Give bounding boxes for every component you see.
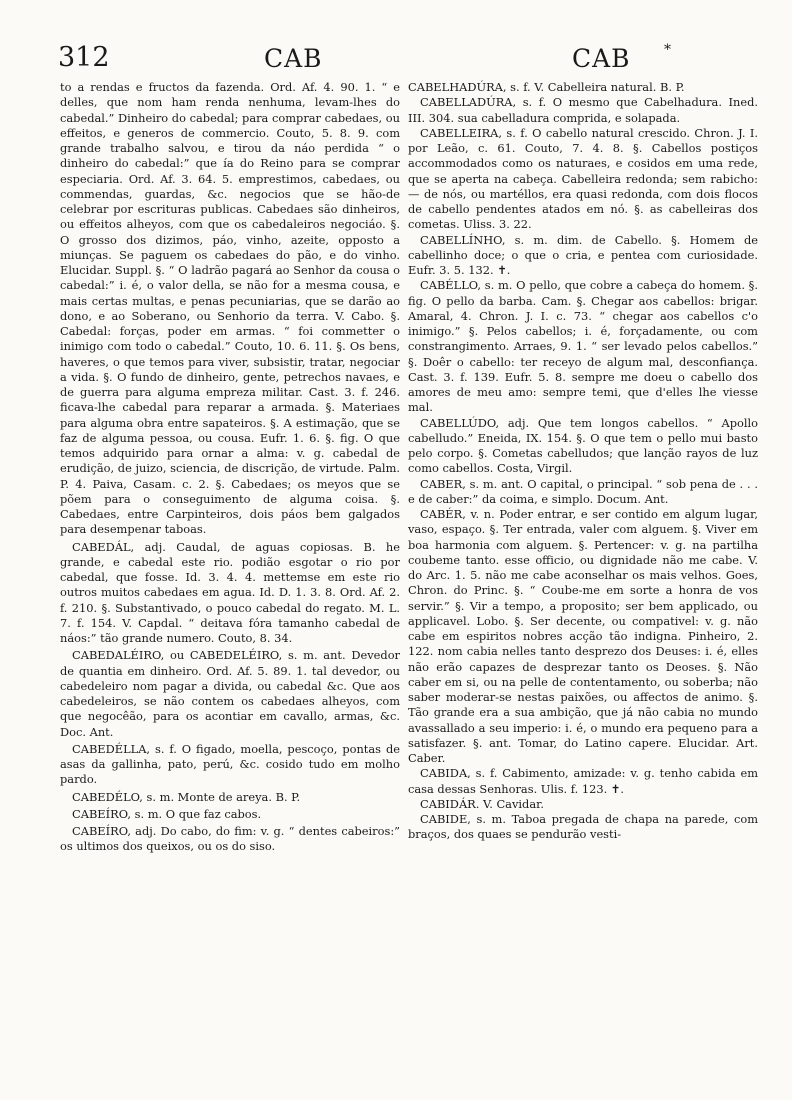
left-column	[60, 80, 400, 855]
entry-cabeiro-adj: CABEÍRO, adj. Do cabo, do fim: v. g. “ dentes cabeiros:” os ultimos dos queixos, ou os do siso.	[60, 824, 400, 854]
entry-caber-verb: CABÉR, v. n. Poder entrar, e ser contido em algum lugar, vaso, espaço. §. Ter entrada, valer com alguem. §. Viver em boa harmonia com alguem. §. Pertencer: v. g. na partilha coubeme tanto. esse officio, ou dignidade não me cabe. V. do Arc. 1. 5. não me cabe aconselhar os mais velhos. Goes, Chron. do Princ. §. “ Coube-me em sorte a honra de vos servir.” §. Vir a tempo, a proposito; ser bem applicado, ou applicavel. Lobo. §. Ser decente, ou compativel: v. g. não cabe em espiritos nobres acção tão indigna. Pinheiro, 2. 122. nom cabia nelles tanto desprezo dos Deuses: i. é, elles não erão capazes de desprezar tanto os Deoses. §. Não caber em si, ou na pelle de contentamento, ou soberba; não saber moderar-se nestas paixões, ou affectos de animo. §. Tão grande era a sua ambição, que já não cabia no mundo avassallado a seu imperio: i. é, o mundo era pequeno para a satisfazer. §. ant. Tomar, do Latino capere. Elucidar. Art. Caber.	[408, 507, 758, 765]
entry-cabellinho: CABELLÍNHO, s. m. dim. de Cabello. §. Homem de cabellinho doce; o que o cria, e pentea com curiosidade. Eufr. 3. 5. 132. ✝.	[408, 232, 758, 277]
header-ornament: *	[664, 42, 671, 58]
entry-cabelladura: CABELLADÚRA, s. f. O mesmo que Cabelhadura. Ined. III. 304. sua cabelladura comprida, e solapada.	[408, 95, 758, 125]
right-running-head: CAB	[572, 44, 631, 73]
entry-cabello: CABÉLLO, s. m. O pello, que cobre a cabeça do homem. §. fig. O pello da barba. Cam. §. Chegar aos cabellos: brigar. Amaral, 4. Chron. J. I. c. 73. “ chegar aos cabellos c'o inimigo.” §. Pelos cabellos; i. é, forçadamente, ou com constrangimento. Arraes, 9. 1. “ ser levado pelos cabellos.” §. Doêr o cabello: ter receyo de algum mal, desconfiança. Cast. 3. f. 139. Eufr. 5. 8. sempre me doeu o cabello dos amores de meu amo: sempre temi, que d'elles lhe viesse mal.	[408, 278, 758, 415]
entry-cabedal-continued: to a rendas e fructos da fazenda. Ord. Af. 4. 90. 1. “ e delles, que nom ham renda nenhuma, levam-lhes do cabedal.” Dinheiro do cabedal; para comprar cabedaes, ou effeitos, e generos de commercio. Couto, 5. 8. 9. com grande trabalho salvou, e tirou da náo perdida “ o dinheiro do cabedal:” que ía do Reino para se comprar especiaria. Ord. Af. 3. 64. 5. emprestimos, cabedaes, ou commendas, guardas, &c. negocios que se hão-de celebrar por escrituras publicas. Cabedaes são dinheiros, ou effeitos alheyos, com que os cabedaleiros negociáo. §. O grosso dos dizimos, páo, vinho, azeite, opposto a miunças. Se paguem os cabedaes do pão, e do vinho. Elucidar. Suppl. §. “ O ladrão pagará ao Senhor da cousa o cabedal:” i. é, o valor della, se não for a mesma cousa, e mais certas multas, e penas pecuniarias, que se darão ao dono, e ao Soberano, ou Senhorio da terra. V. Cabo. §. Cabedal: forças, poder em armas. “ foi commetter o inimigo com todo o cabedal.” Couto, 10. 6. 11. §. Os bens, haveres, o que temos para viver, subsistir, tratar, negociar a vida. §. O fundo de dinheiro, gente, petrechos navaes, e de guerra para alguma empreza militar. Cast. 3. f. 246. ficava-lhe cabedal para reparar a armada. §. Materiaes para alguma obra entre sapateiros. §. A estimação, que se faz de alguma pessoa, ou cousa. Eufr. 1. 6. §. fig. O que temos adquirido para ornar a alma: v. g. cabedal de erudição, de juizo, sciencia, de discrição, de virtude. Palm. P. 4. Paiva, Casam. c. 2. §. Cabedaes; os meyos que se põem para o conseguimento de alguma coisa. §. Cabedaes, entre Carpinteiros, dois páos bem galgados para desempenar taboas.	[60, 80, 400, 537]
entry-caber-noun: CABER, s. m. ant. O capital, o principal. “ sob pena de . . . e de caber:” da coima, e simplo. Docum. Ant.	[408, 476, 758, 506]
left-running-head: CAB	[264, 44, 323, 73]
entry-cabidar: CABIDÁR. V. Cavidar.	[420, 796, 544, 811]
entry-cabelhadura: CABELHADÚRA, s. f. V. Cabelleira natural. B. P.	[408, 80, 685, 94]
entry-cabedella: CABEDÉLLA, s. f. O figado, moella, pescoço, pontas de asas da gallinha, pato, perú, &c. cosido tudo em molho pardo.	[60, 741, 400, 787]
entry-cabelleira: CABELLEIRA, s. f. O cabello natural crescido. Chron. J. I. por Leão, c. 61. Couto, 7. 4. 8. §. Cabellos postiços accommodados como os naturaes, e cosidos em uma rede, que se aperta na cabeça. Cabelleira redonda; sem rabicho: — de nós, ou martéllos, era quasi redonda, com dois flocos de cabello pendentes atados em nó. §. as cabelleiras dos cometas. Uliss. 3. 22.	[408, 125, 758, 232]
right-column	[408, 80, 758, 843]
entry-cabedal-adj: CABEDÁL, adj. Caudal, de aguas copiosas. B. he grande, e cabedal este rio. podião esgotar o rio por cabedal, que fosse. Id. 3. 4. 4. mettemse em este rio outros muitos cabedaes em agua. Id. D. 1. 3. 8. Ord. Af. 2. f. 210. §. Substantivado, o pouco cabedal do regato. M. L. 7. f. 154. V. Capdal. “ deitava fóra tamanho cabedal de náos:” tão grande numero. Couto, 8. 34.	[60, 539, 400, 645]
page-header	[52, 40, 752, 80]
entry-cabeiro-noun: CABEÍRO, s. m. O que faz cabos.	[72, 806, 262, 821]
page-number: 312	[58, 42, 110, 73]
entry-cabide: CABIDE, s. m. Taboa pregada de chapa na parede, com braços, dos quaes se pendurão vesti-	[408, 812, 758, 842]
entry-cabedaleiro: CABEDALÉIRO, ou CABEDELÉIRO, s. m. ant. Devedor de quantia em dinheiro. Ord. Af. 5. 89. 1. tal devedor, ou cabedeleiro nom pagar a divida, ou cabedal &c. Que aos cabedeleiros, se não contem os cabedaes alheyos, com que negocêão, para os acontiar em cavallo, armas, &c. Doc. Ant.	[60, 648, 400, 739]
entry-cabedelo: CABEDÉLO, s. m. Monte de areya. B. P.	[72, 789, 301, 804]
entry-cabida: CABIDA, s. f. Cabimento, amizade: v. g. tenho cabida em casa dessas Senhoras. Ulis. f. 123. ✝.	[408, 766, 758, 796]
entry-cabelludo: CABELLÚDO, adj. Que tem longos cabellos. “ Apollo cabelludo.” Eneida, IX. 154. §. O que tem o pello mui basto pelo corpo. §. Cometas cabelludos; que lanção rayos de luz como cabellos. Costa, Virgil.	[408, 415, 758, 476]
